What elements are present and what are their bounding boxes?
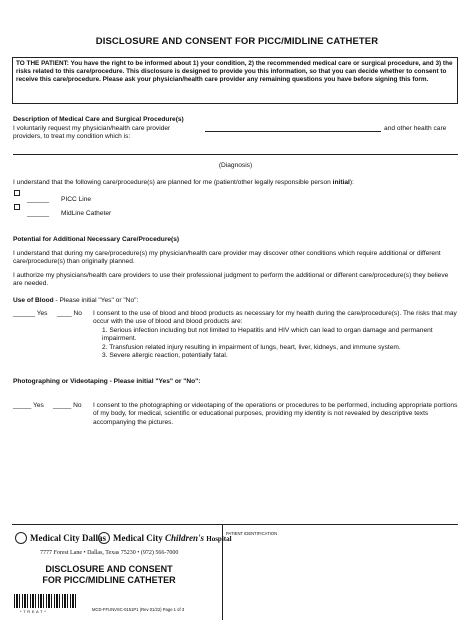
additional-para1: I understand that during my care/procedure(s) my physician/health care provider may discover other conditions which require additional or different care/procedure(s) than originally planned.: [13, 250, 441, 266]
blood-yes-field[interactable]: ______ Yes: [13, 310, 48, 317]
blood-no-field[interactable]: ____ No: [57, 310, 82, 317]
photo-no-field[interactable]: _____ No: [53, 402, 82, 409]
blood-risk-item: 3. Severe allergic reaction, potentially fatal.: [102, 352, 228, 360]
patient-notice: TO THE PATIENT: You have the right to be informed about 1) your condition, 2) the recommended medical care or surgical procedure, and 3) the risks related to this care/procedure. This disclosure is designed to provide you this information, so that you can decide whether to consent to receive this care/procedure. Please ask your physician/health care provider any remaining questions you have before signing this form.: [12, 57, 458, 104]
footer-doc-title: DISCLOSURE AND CONSENT FOR PICC/MIDLINE CATHETER: [42, 564, 176, 585]
picc-line-checkbox[interactable]: [14, 190, 20, 196]
diagnosis-label: (Diagnosis): [218, 162, 253, 169]
midline-initial[interactable]: ______: [27, 210, 50, 217]
midline-label: MidLine Catheter: [61, 210, 112, 217]
logo-medical-city-dallas: Medical City Dallas: [15, 532, 106, 544]
hospital-address: 7777 Forest Lane • Dallas, Texas 75230 • (972) 566-7000: [40, 550, 179, 556]
midline-checkbox[interactable]: [14, 204, 20, 210]
blood-risk-item: 1. Serious infection including but not limited to Hepatitis and HIV which can lead to organ damage and permanent impairment.: [102, 327, 433, 343]
blood-risk-item: 2. Transfusion related injury resulting in impairment of lungs, heart, liver, kidneys, and immune system.: [102, 343, 401, 351]
planned-text: I understand that the following care/procedure(s) are planned for me (patient/other legally responsible person initial):: [13, 179, 354, 186]
request-prefix: I voluntarily request my physician/health care provider: [13, 125, 171, 132]
photo-yes-field[interactable]: _____ Yes: [13, 402, 44, 409]
blood-risks-list: [102, 327, 458, 361]
footer-divider: [12, 524, 458, 525]
provider-name-field[interactable]: [205, 131, 381, 132]
picc-line-label: PICC Line: [61, 196, 92, 203]
blood-heading: Use of Blood - Please initial "Yes" or "No":: [13, 297, 139, 304]
picc-line-initial[interactable]: ______: [27, 196, 50, 203]
page-title: DISCLOSURE AND CONSENT FOR PICC/MIDLINE CATHETER: [95, 36, 379, 47]
cross-logo-icon: [98, 532, 110, 544]
additional-para2: I authorize my physicians/health care providers to use their professional judgment to perform the additional or different care/procedure(s) they believe are needed.: [13, 272, 449, 288]
barcode-text: * T R E A T *: [20, 609, 47, 614]
form-code: MCD-FFUNVSC-0151P1 (Rev 01/22) Page 1 of 3: [92, 607, 185, 612]
photo-consent-text: I consent to the photographing or videotaping of the operations or procedures to be performed, including appropriate portions of my body, for medical, scientific or educational purposes, providing my identity is not revealed by descriptive texts accompanying the pictures.: [93, 402, 458, 426]
condition-field[interactable]: [13, 154, 458, 155]
photo-heading: Photographing or Videotaping - Please initial "Yes" or "No":: [13, 378, 201, 385]
cross-logo-icon: [15, 532, 27, 544]
barcode: [14, 594, 76, 608]
blood-consent-text: I consent to the use of blood and blood products as necessary for my health during the care/procedure(s). The risks that may occur with the use of blood and blood products are:: [93, 310, 457, 326]
patient-id-label: PATIENT IDENTIFICATION: [226, 531, 278, 536]
logo-childrens-hospital: Medical City Children's Hospital: [98, 532, 232, 544]
request-suffix: and other health care: [384, 125, 447, 132]
description-heading: Description of Medical Care and Surgical Procedure(s): [13, 116, 184, 123]
additional-heading: Potential for Additional Necessary Care/Procedure(s): [13, 236, 180, 243]
request-line2: providers, to treat my condition which is:: [13, 133, 131, 140]
